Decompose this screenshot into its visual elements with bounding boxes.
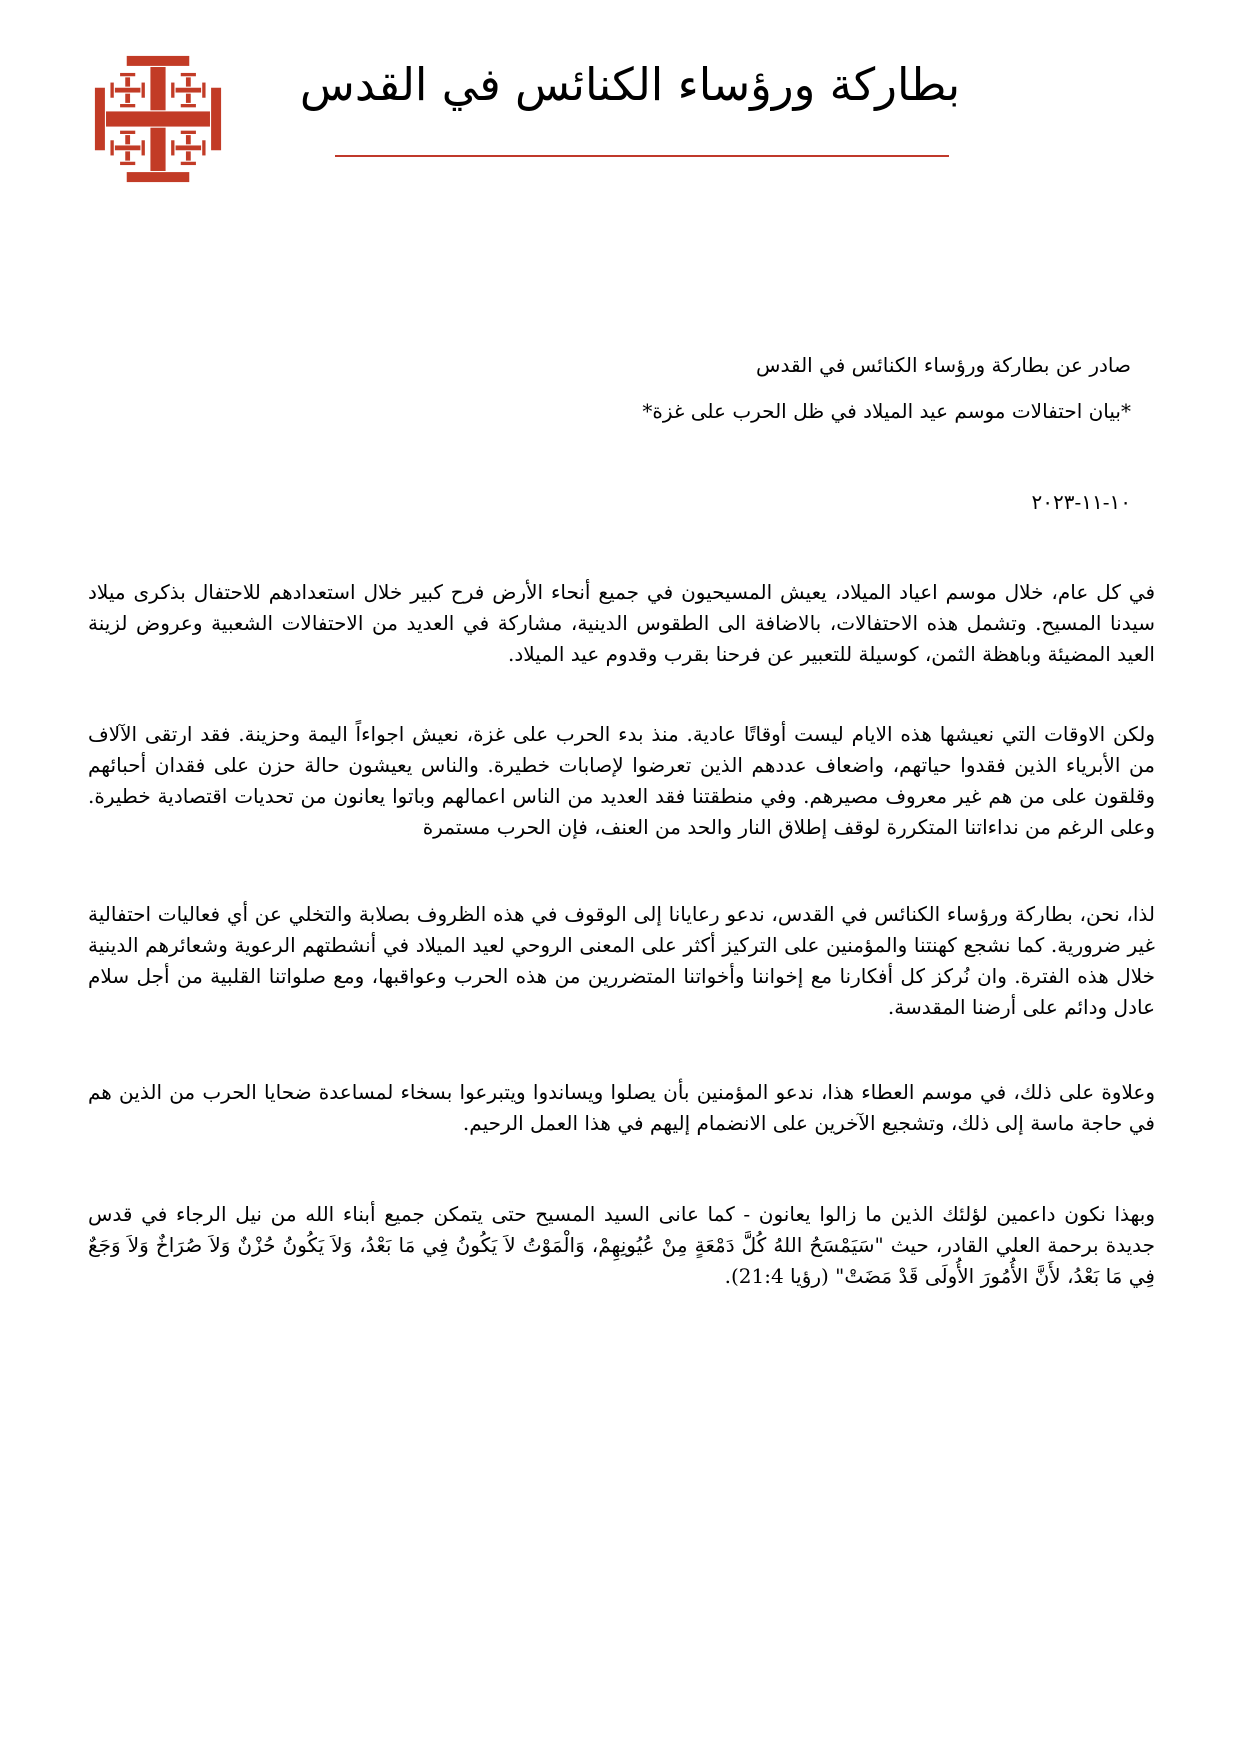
date-line: ١٠-١١-٢٠٢٣ bbox=[1031, 490, 1131, 514]
issued-by-line: صادر عن بطاركة ورؤساء الكنائس في القدس bbox=[756, 353, 1131, 377]
letterhead-title: بطاركة ورؤساء الكنائس في القدس bbox=[299, 58, 961, 111]
paragraph-1: في كل عام، خلال موسم اعياد الميلاد، يعيش المسيحيون في جميع أنحاء الأرض فرح كبير خلال استعدادهم للاحتفال بذكرى ميلاد سيدنا المسيح. وتشمل هذه الاحتفالات، بالاضافة الى الطقوس الدينية، مشاركة في العديد من الاحتفالات الشعبية وعروض لزينة العيد المضيئة وباهظة الثمن، كوسيلة للتعبير عن فرحنا بقرب وقدوم عيد الميلاد. bbox=[88, 580, 1155, 666]
paragraph-2: ولكن الاوقات التي نعيشها هذه الايام ليست أوقاتًا عادية. منذ بدء الحرب على غزة، نعيش اجواءاً اليمة وحزينة. فقد ارتقى الآلاف من الأبرياء الذين فقدوا حياتهم، واضعاف عددهم الذين تعرضوا لإصابات خطيرة. والناس يعيشون حالة حزن على فقدان أحبائهم وقلقون على من هم غير معروف مصيرهم. وفي منطقتنا فقد العديد من الناس اعمالهم وباتوا يعانون من تحديات اقتصادية خطيرة. وعلى الرغم من نداءاتنا المتكررة لوقف إطلاق النار والحد من العنف، فإن الحرب مستمرة bbox=[88, 722, 1155, 839]
paragraph-3: لذا، نحن، بطاركة ورؤساء الكنائس في القدس، ندعو رعايانا إلى الوقوف في هذه الظروف بصلابة والتخلي عن أي فعاليات احتفالية غير ضرورية. كما نشجع كهنتنا والمؤمنين على التركيز أكثر على المعنى الروحي لعيد الميلاد في أنشطتهم الرعوية وشعائرهم الدينية خلال هذه الفترة. وان نُركز كل أفكارنا مع إخواننا وأخواتنا المتضررين من هذه الحرب وعواقبها، ومع صلواتنا القلبية من أجل سلام عادل ودائم على أرضنا المقدسة. bbox=[88, 902, 1156, 1019]
letterhead-divider bbox=[335, 155, 949, 157]
jerusalem-cross-icon bbox=[84, 44, 232, 194]
statement-subject-line: *بيان احتفالات موسم عيد الميلاد في ظل الحرب على غزة* bbox=[642, 399, 1131, 423]
paragraph-5: وبهذا نكون داعمين لؤلئك الذين ما زالوا يعانون - كما عانى السيد المسيح حتى يتمكن جميع أبناء الله من نيل الرجاء في قدس جديدة برحمة العلي القادر، حيث "سَيَمْسَحُ اللهُ كُلَّ دَمْعَةٍ مِنْ عُيُونِهِمْ، وَالْمَوْتُ لاَ يَكُونُ فِي مَا بَعْدُ، وَلاَ يَكُونُ حُزْنٌ وَلاَ صُرَاخٌ وَلاَ وَجَعٌ فِي مَا بَعْدُ، لأَنَّ الأُمُورَ الأُولَى قَدْ مَضَتْ" (رؤيا 21:4). bbox=[88, 1202, 1155, 1288]
jerusalem-cross-shape bbox=[94, 55, 221, 182]
paragraph-4: وعلاوة على ذلك، في موسم العطاء هذا، ندعو المؤمنين بأن يصلوا ويساندوا ويتبرعوا بسخاء لمساعدة ضحايا الحرب من الذين هم في حاجة ماسة إلى ذلك، وتشجيع الآخرين على الانضمام إليهم في هذا العمل الرحيم. bbox=[88, 1080, 1155, 1135]
